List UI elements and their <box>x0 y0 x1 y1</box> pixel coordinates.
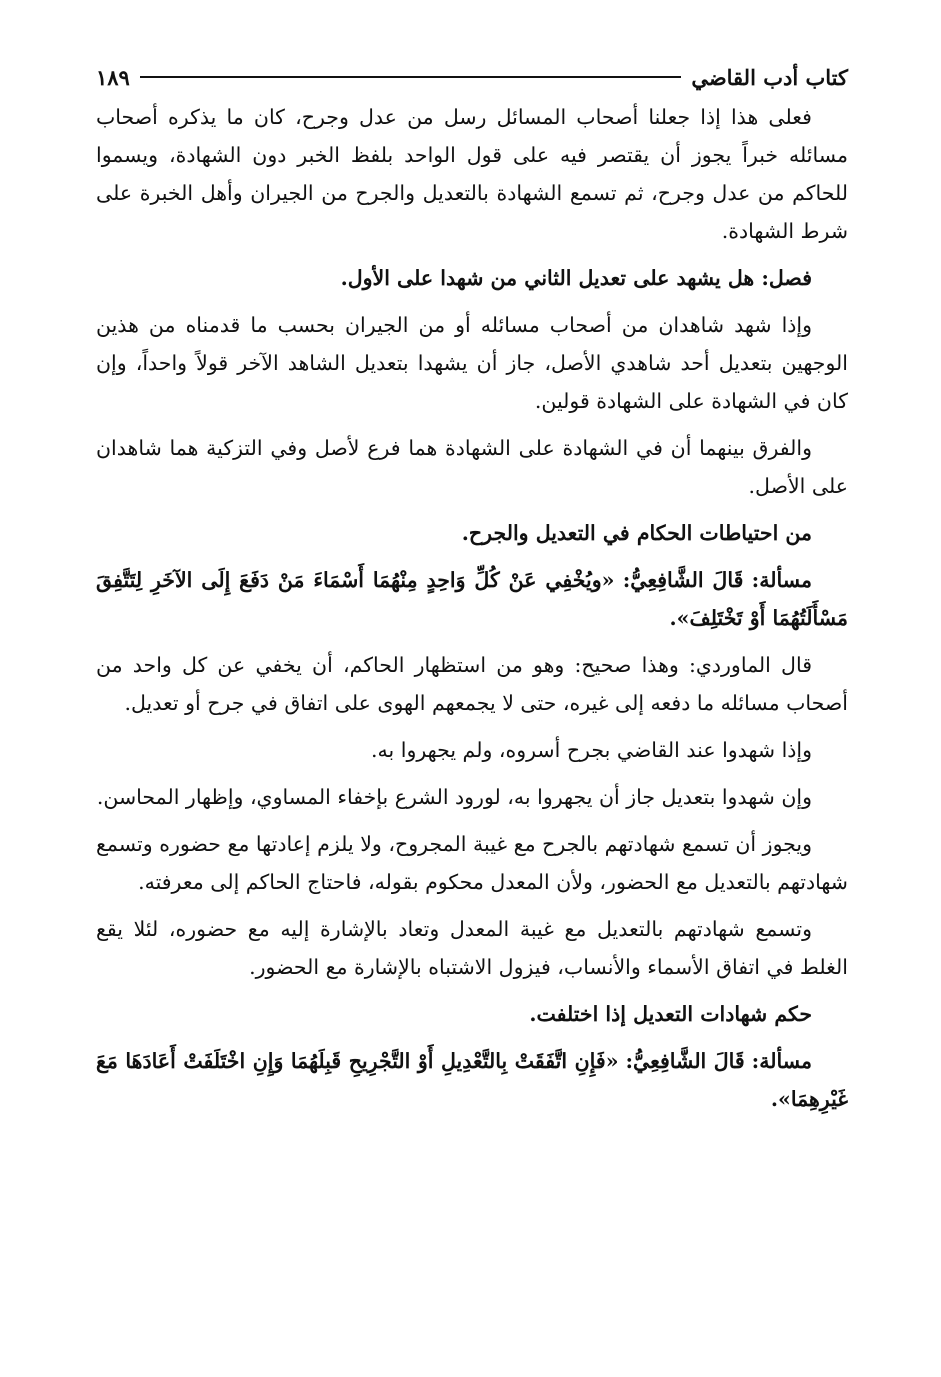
header-rule <box>140 76 681 78</box>
book-page <box>96 60 848 1127</box>
masala-speaker: قَالَ الشَّافِعِيُّ: <box>625 1049 745 1073</box>
masala-speaker: قَالَ الشَّافِعِيُّ: <box>622 568 744 592</box>
paragraph: قال الماوردي: وهذا صحيح: وهو من استظهار الحاكم، أن يخفي عن كل واحد من أصحاب مسائله ما دفعه إلى غيره، حتى لا يجمعهم الهوى على اتفاق في جرح أو تعديل. <box>96 653 848 715</box>
masala-quote: «فَإِنِ اتَّفَقَتْ بِالتَّعْدِيلِ أَوْ التَّجْرِيحِ قَبِلَهُمَا وَإِنِ اخْتَلَفَتْ أَعَادَهَا مَعَ غَيْرِهِمَا». <box>96 1049 848 1111</box>
running-title: كتاب أدب القاضي <box>691 64 848 90</box>
fasl-label: فصل: <box>761 266 812 290</box>
fasl-heading <box>96 259 848 297</box>
masala-block <box>96 561 848 637</box>
paragraph: وتسمع شهادتهم بالتعديل مع غيبة المعدل وتعاد بالإشارة إليه مع حضوره، لئلا يقع الغلط في اتفاق الأسماء والأنساب، فيزول الاشتباه بالإشارة مع الحضور. <box>96 917 848 979</box>
paragraph: ويجوز أن تسمع شهادتهم بالجرح مع غيبة المجروح، ولا يلزم إعادتها مع حضوره وتسمع شهادتهم بالتعديل مع الحضور، ولأن المعدل محكوم بقوله، فاحتاج الحاكم إلى معرفته. <box>96 832 848 894</box>
masala-quote: «ويُخْفِي عَنْ كُلِّ وَاحِدٍ مِنْهُمَا أَسْمَاءَ مَنْ دَفَعَ إِلَى الآخَرِ لِتَتَّفِقَ مَسْأَلَتُهُمَا أَوْ تَخْتَلِفَ». <box>96 568 848 630</box>
masala-label: مسألة: <box>751 568 812 592</box>
fasl-text: هل يشهد على تعديل الثاني من شهدا على الأول. <box>340 266 755 290</box>
section-heading: من احتياطات الحكام في التعديل والجرح. <box>461 521 812 545</box>
page-header <box>96 60 848 94</box>
masala-block <box>96 1042 848 1118</box>
paragraph: وإن شهدوا بتعديل جاز أن يجهروا به، لورود الشرع بإخفاء المساوي، وإظهار المحاسن. <box>96 785 812 809</box>
paragraph: فعلى هذا إذا جعلنا أصحاب المسائل رسل من عدل وجرح، كان ما يذكره أصحاب مسائله خبراً يجوز أن يقتصر فيه على قول الواحد بلفظ الخبر دون الشهادة، ويسموا للحاكم من عدل وجرح، ثم تسمع الشهادة بالتعديل والجرح من الجيران وأهل الخبرة على شرط الشهادة. <box>96 105 848 243</box>
paragraph: والفرق بينهما أن في الشهادة على الشهادة هما فرع لأصل وفي التزكية هما شاهدان على الأصل. <box>96 436 848 498</box>
masala-label: مسألة: <box>751 1049 812 1073</box>
page-number: ١٨٩ <box>96 64 130 90</box>
paragraph: وإذا شهد شاهدان من أصحاب مسائله أو من الجيران بحسب ما قدمناه من هذين الوجهين بتعديل أحد شاهدي الأصل، جاز أن يشهدا بتعديل الشاهد الآخر قولاً واحداً، وإن كان في الشهادة على الشهادة قولين. <box>96 313 848 413</box>
paragraph: وإذا شهدوا عند القاضي بجرح أسروه، ولم يجهروا به. <box>371 738 812 762</box>
section-heading: حكم شهادات التعديل إذا اختلفت. <box>529 1002 812 1026</box>
